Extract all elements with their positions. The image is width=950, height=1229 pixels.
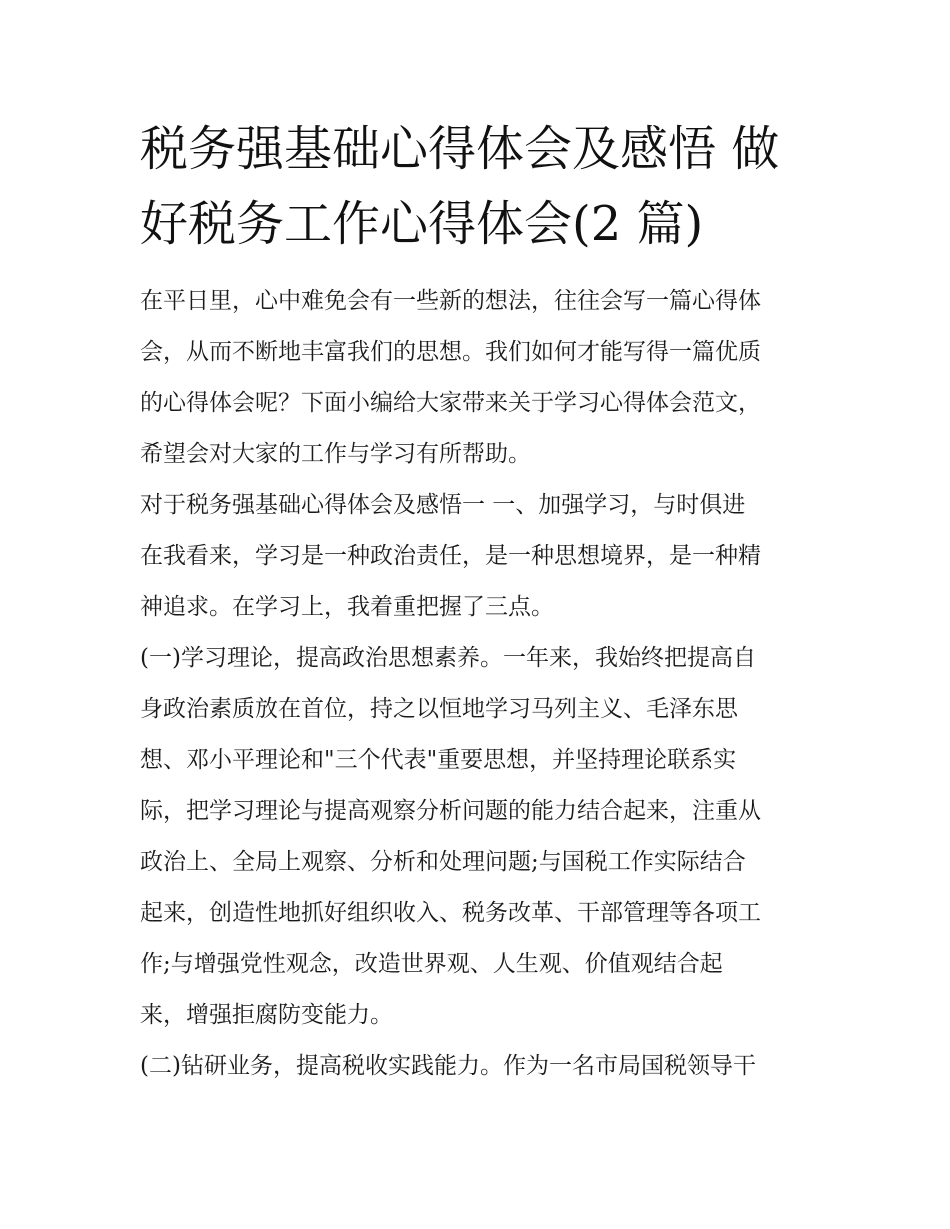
body-line: 作;与增强党性观念，改造世界观、人生观、价值观结合起 <box>140 951 723 977</box>
body-line: (二)钻研业务，提高税收实践能力。作为一名市局国税领导干 <box>140 1053 756 1079</box>
document-title <box>140 112 820 262</box>
body-line: 想、邓小平理论和"三个代表"重要思想，并坚持理论联系实 <box>140 747 737 773</box>
body-line: 在平日里，心中难免会有一些新的想法，往往会写一篇心得体 <box>140 288 761 314</box>
body-line: 际，把学习理论与提高观察分析问题的能力结合起来，注重从 <box>140 798 761 824</box>
body-line: 来，增强拒腐防变能力。 <box>140 1002 393 1028</box>
document-body <box>140 276 830 1092</box>
body-line: 会，从而不断地丰富我们的思想。我们如何才能写得一篇优质 <box>140 339 761 365</box>
title-line-2: 好税务工作心得体会(2 篇) <box>140 196 704 252</box>
body-line: 神追求。在学习上，我着重把握了三点。 <box>140 594 554 620</box>
body-line: 起来，创造性地抓好组织收入、税务改革、干部管理等各项工 <box>140 900 761 926</box>
body-line: 身政治素质放在首位，持之以恒地学习马列主义、毛泽东思 <box>140 696 738 722</box>
title-line-1: 税务强基础心得体会及感悟 做 <box>140 121 780 177</box>
body-line: 希望会对大家的工作与学习有所帮助。 <box>140 441 531 467</box>
body-line: 的心得体会呢？下面小编给大家带来关于学习心得体会范文， <box>140 390 761 416</box>
body-line: 对于税务强基础心得体会及感悟一 一、加强学习，与时俱进 <box>140 492 746 518</box>
body-line: (一)学习理论，提高政治思想素养。一年来，我始终把提高自 <box>140 645 756 671</box>
body-line: 在我看来，学习是一种政治责任，是一种思想境界，是一种精 <box>140 543 761 569</box>
body-line: 政治上、全局上观察、分析和处理问题;与国税工作实际结合 <box>140 849 746 875</box>
